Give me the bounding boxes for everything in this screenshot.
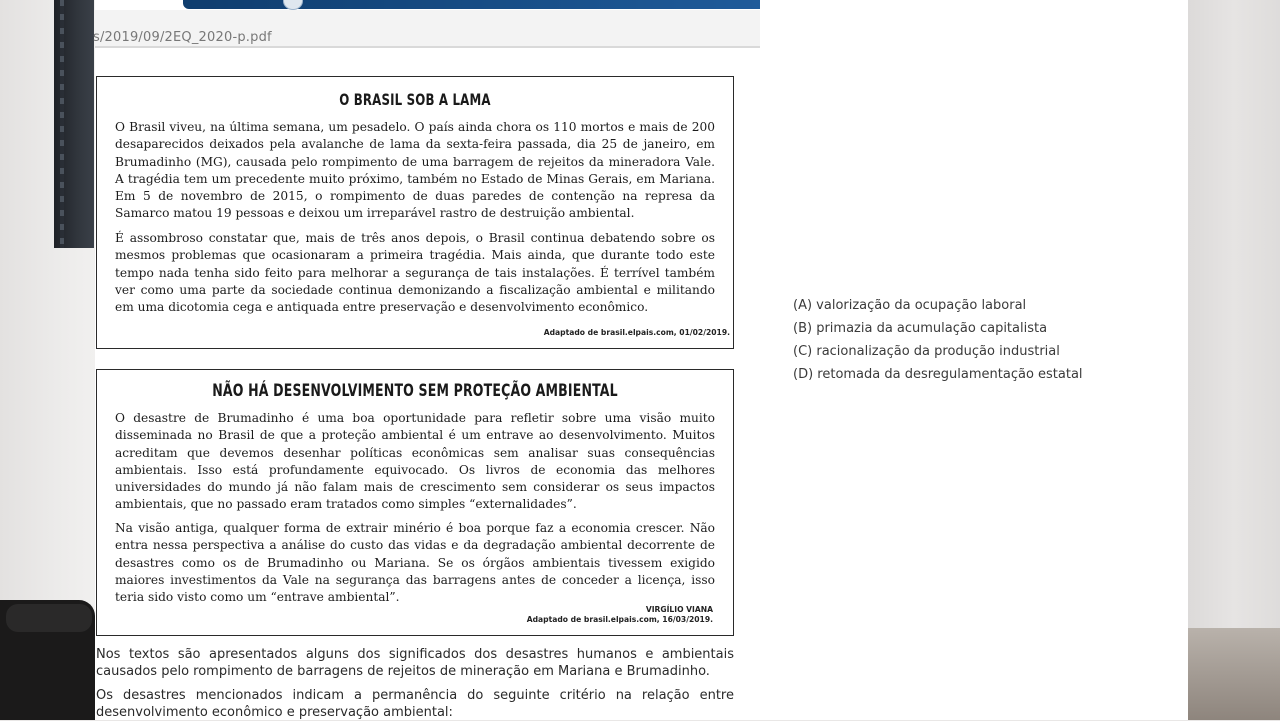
url-text[interactable]: s/2019/09/2EQ_2020-p.pdf [93,30,272,45]
pdf-viewer [95,0,1188,720]
text2-author: VIRGÍLIO VIANA [645,605,713,614]
speaker-top [6,604,92,632]
text1-paragraph-1: O Brasil viveu, na última semana, um pesadelo. O país ainda chora os 110 mortos e mais de 200 desaparecidos deixados pela avalanche de lama da sexta-feira passada, dia 25 de janeiro, em Brumadinho (MG), causada pelo rompimento de uma barragem de rejeitos da mineradora Vale. A tragédia tem um precedente muito próximo, também no Estado de Minas Gerais, em Mariana. Em 5 de novembro de 2015, o rompimento de duas paredes de contenção na represa da Samarco matou 19 pessoas e deixou um irreparável rastro de destruição ambiental. [115,120,715,221]
browser-top-bar [183,0,760,9]
address-bar[interactable] [95,10,760,48]
browser-profile-icon[interactable] [283,0,303,10]
text-box-1 [96,76,734,349]
text2-paragraph-1: O desastre de Brumadinho é uma boa oportunidade para refletir sobre uma visão muito disseminada no Brasil de que a proteção ambiental é um entrave ao desenvolvimento. Muitos acreditam que devemos desenhar políticas econômicas sem analisar suas consequências ambientais. Isso está profundamente equivocado. Os livros de economia das melhores universidades do mundo já não falam mais de crescimento sem considerar os seus impactos ambientais, que no passado eram tratados como simples “externalidades”. [115,411,715,512]
text1-title: O BRASIL SOB A LAMA [339,90,491,109]
option-c[interactable]: (C) racionalização da produção industrial [793,344,1060,359]
text1-source: Adaptado de brasil.elpais.com, 01/02/2019. [543,328,730,337]
wall-poster-pattern [60,0,64,248]
text2-source: Adaptado de brasil.elpais.com, 16/03/2019. [526,615,713,624]
question-statement-1: Nos textos são apresentados alguns dos significados dos desastres humanos e ambientais causados pelo rompimento de barragens de rejeitos de mineração em Mariana e Brumadinho. [96,647,734,679]
text-box-2 [96,369,734,636]
option-b[interactable]: (B) primazia da acumulação capitalista [793,321,1048,336]
option-a[interactable]: (A) valorização da ocupação laboral [793,298,1027,313]
background-wall-right [1188,0,1280,720]
text2-title: NÃO HÁ DESENVOLVIMENTO SEM PROTEÇÃO AMBIENTAL [212,381,618,401]
text1-paragraph-2: É assombroso constatar que, mais de três anos depois, o Brasil continua debatendo sobre os mesmos problemas que ocasionaram a primeira tragédia. Mais ainda, que durante todo este tempo nada tenha sido feito para melhorar a segurança de tais instalações. É terrível também ver como uma parte da sociedade continua demonizando a fiscalização ambiental e militando em uma dicotomia cega e antiquada entre preservação e desenvolvimento econômico. [115,231,715,315]
text2-paragraph-2: Na visão antiga, qualquer forma de extrair minério é boa porque faz a economia crescer. Não entra nessa perspectiva a análise do custo das vidas e da degradação ambiental decorrente de desastres como os de Brumadinho ou Mariana. Se os órgãos ambientais tivessem exigido maiores investimentos da Vale na segurança das barragens antes de conceder a licença, isso teria sido visto como um “entrave ambiental”. [115,521,715,605]
answer-options [793,294,1083,386]
background-object-right [1188,628,1280,720]
option-d[interactable]: (D) retomada da desregulamentação estatal [793,367,1083,382]
question-statement-2: Os desastres mencionados indicam a permanência do seguinte critério na relação entre desenvolvimento econômico e preservação ambiental: [96,688,734,720]
pdf-page [95,48,760,720]
